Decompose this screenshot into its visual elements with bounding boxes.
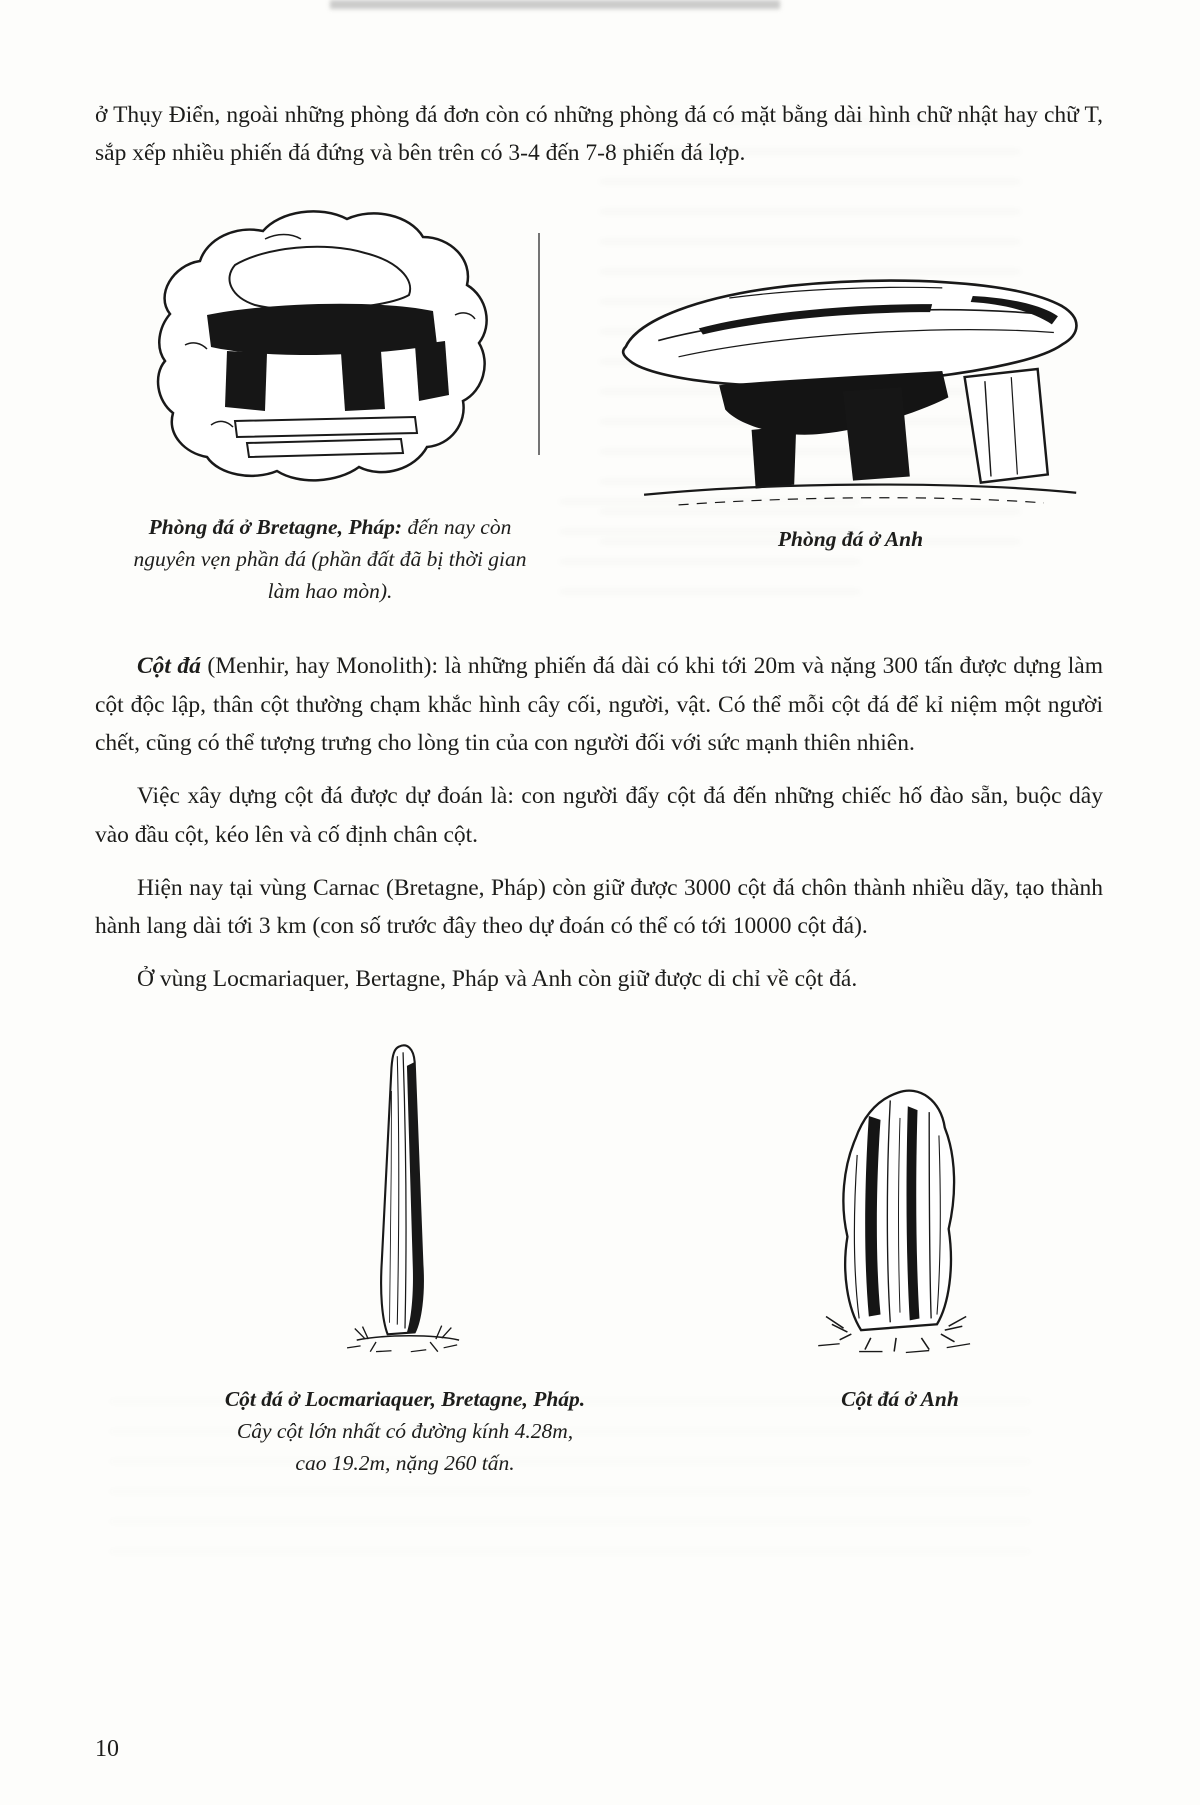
page-number: 10: [95, 1736, 119, 1762]
paragraph-text: (Menhir, hay Monolith): là những phiến đá dài có khi tới 20m và nặng 300 tấn được dựng làm cột độc lập, thân cột thường chạm khắc hình cây cối, người, vật. Có thể mỗi cột đá để kỉ niệm một người chết, cũng có thể tượng trưng cho lòng tin của con người đối với sức mạnh thiên nhiên.: [95, 653, 1103, 756]
caption-line-2: Cây cột lớn nhất có đường kính 4.28m,: [236, 1418, 574, 1443]
figure-dolmen-bretagne: [95, 199, 565, 608]
caption-rest: đến nay còn nguyên vẹn phần đá (phần đất đã bị thời gian làm hao mòn).: [133, 514, 527, 604]
art-zone: [715, 1033, 1085, 1371]
art-zone: [95, 1033, 715, 1371]
body-paragraph-1: [95, 647, 1103, 762]
figure-menhir-england: [715, 1033, 1085, 1480]
body-paragraph-2: Việc xây dựng cột đá được dự đoán là: con người đẩy cột đá đến những chiếc hố đào sẵn, buộc dây vào đầu cột, kéo lên và cố định chân cột.: [95, 783, 1103, 848]
caption-menhir-locmariaquer: [225, 1383, 585, 1480]
caption-line-3: cao 19.2m, nặng 260 tấn.: [295, 1451, 515, 1476]
body-paragraph-3: Hiện nay tại vùng Carnac (Bretagne, Pháp) còn giữ được 3000 cột đá chôn thành nhiều dãy, tạo thành hành lang dài tới 3 km (con số trước đây theo dự đoán có thể có tới 10000 cột đá).: [95, 874, 1103, 940]
figure-dolmen-england: [598, 199, 1103, 608]
caption-lead: Phòng đá ở Bretagne, Pháp:: [148, 514, 403, 539]
body-text-block: [95, 647, 1103, 998]
intro-paragraph: ở Thụy Điển, ngoài những phòng đá đơn còn có những phòng đá có mặt bằng dài hình chữ nhật hay chữ T, sắp xếp nhiều phiến đá đứng và bên trên có 3-4 đến 7-8 phiến đá lợp.: [95, 102, 1103, 167]
menhir-england-illustration: [780, 1079, 1020, 1371]
caption-dolmen-bretagne: [115, 511, 545, 608]
body-paragraph-4: Ở vùng Locmariaquer, Bertagne, Pháp và Anh còn giữ được di chỉ về cột đá.: [137, 966, 858, 993]
bottom-figures-row: [95, 1033, 1103, 1480]
figure-menhir-locmariaquer: [95, 1033, 715, 1480]
menhir-locmariaquer-illustration: [315, 1033, 495, 1371]
caption-line-1: Cột đá ở Locmariaquer, Bretagne, Pháp.: [224, 1386, 586, 1411]
caption-dolmen-england: Phòng đá ở Anh: [777, 526, 924, 551]
dolmen-bretagne-illustration: [110, 199, 550, 499]
paragraph-lead-term: Cột đá: [137, 653, 201, 680]
caption-menhir-england: Cột đá ở Anh: [841, 1386, 959, 1411]
top-figures-row: [95, 199, 1103, 608]
dolmen-england-illustration: [606, 229, 1096, 511]
